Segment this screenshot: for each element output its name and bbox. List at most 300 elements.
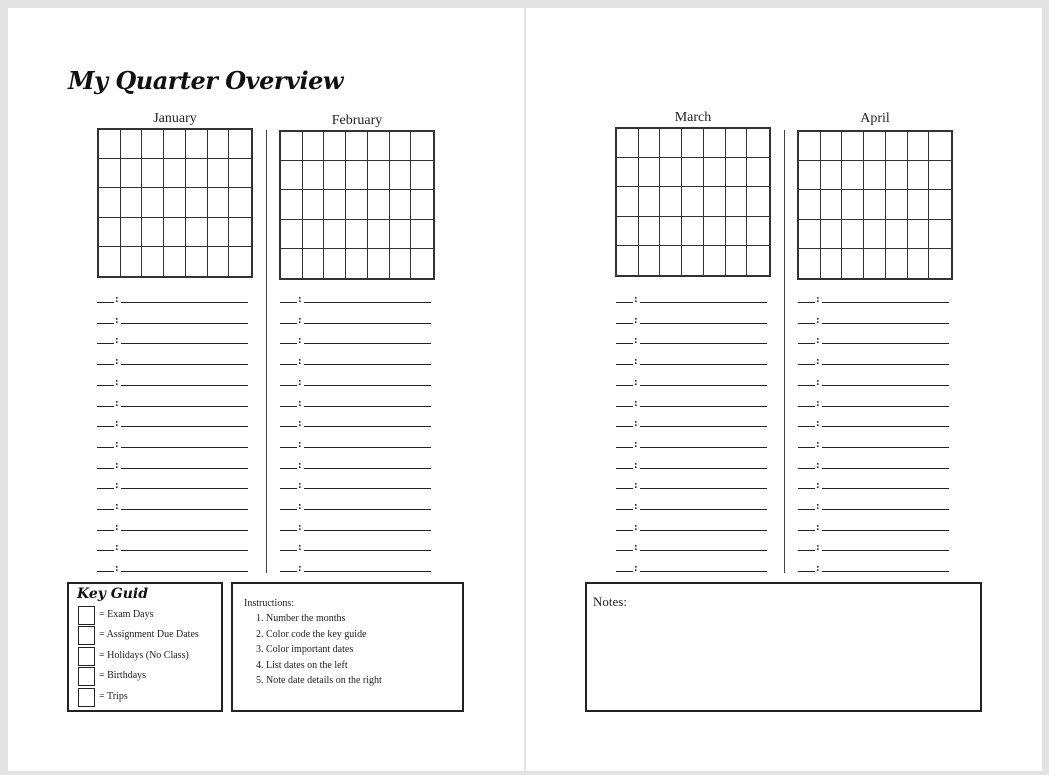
date-entry-row[interactable] xyxy=(616,498,767,510)
calendar-cell[interactable] xyxy=(747,246,769,275)
calendar-cell[interactable] xyxy=(821,220,843,249)
date-detail-blank[interactable] xyxy=(822,302,949,303)
key-color-swatch[interactable] xyxy=(78,667,95,686)
date-detail-blank[interactable] xyxy=(640,343,767,344)
calendar-cell[interactable] xyxy=(617,158,639,187)
calendar-cell[interactable] xyxy=(617,129,639,158)
calendar-cell[interactable] xyxy=(99,188,121,217)
date-number-blank[interactable] xyxy=(97,571,114,572)
date-detail-blank[interactable] xyxy=(304,406,431,407)
date-number-blank[interactable] xyxy=(97,385,114,386)
date-detail-blank[interactable] xyxy=(822,364,949,365)
calendar-cell[interactable] xyxy=(799,161,821,190)
calendar-cell[interactable] xyxy=(121,159,143,188)
date-number-blank[interactable] xyxy=(798,509,815,510)
calendar-cell[interactable] xyxy=(617,246,639,275)
calendar-cell[interactable] xyxy=(660,217,682,246)
calendar-cell[interactable] xyxy=(208,159,230,188)
calendar-cell[interactable] xyxy=(842,220,864,249)
date-number-blank[interactable] xyxy=(97,447,114,448)
date-entry-row[interactable] xyxy=(97,395,248,407)
date-number-blank[interactable] xyxy=(97,530,114,531)
calendar-cell[interactable] xyxy=(821,161,843,190)
date-entry-row[interactable] xyxy=(97,374,248,386)
calendar-cell[interactable] xyxy=(324,132,346,161)
date-detail-blank[interactable] xyxy=(640,364,767,365)
date-entry-row[interactable] xyxy=(97,477,248,489)
calendar-cell[interactable] xyxy=(886,132,908,161)
calendar-cell[interactable] xyxy=(886,220,908,249)
date-number-blank[interactable] xyxy=(97,550,114,551)
date-entry-row[interactable] xyxy=(280,395,431,407)
date-detail-blank[interactable] xyxy=(304,488,431,489)
calendar-cell[interactable] xyxy=(704,246,726,275)
key-color-swatch[interactable] xyxy=(78,688,95,707)
calendar-cell[interactable] xyxy=(929,161,951,190)
calendar-cell[interactable] xyxy=(324,161,346,190)
date-entry-row[interactable] xyxy=(616,457,767,469)
calendar-cell[interactable] xyxy=(726,246,748,275)
date-number-blank[interactable] xyxy=(280,488,297,489)
date-entry-row[interactable] xyxy=(280,560,431,572)
calendar-cell[interactable] xyxy=(886,249,908,278)
date-number-blank[interactable] xyxy=(280,509,297,510)
date-entry-row[interactable] xyxy=(97,498,248,510)
calendar-cell[interactable] xyxy=(368,220,390,249)
date-detail-blank[interactable] xyxy=(822,571,949,572)
date-number-blank[interactable] xyxy=(798,571,815,572)
calendar-cell[interactable] xyxy=(799,220,821,249)
date-entry-row[interactable] xyxy=(616,395,767,407)
date-detail-blank[interactable] xyxy=(304,447,431,448)
calendar-cell[interactable] xyxy=(346,220,368,249)
calendar-cell[interactable] xyxy=(864,132,886,161)
calendar-cell[interactable] xyxy=(368,190,390,219)
key-color-swatch[interactable] xyxy=(78,606,95,625)
calendar-cell[interactable] xyxy=(229,188,251,217)
date-detail-blank[interactable] xyxy=(304,571,431,572)
date-number-blank[interactable] xyxy=(616,468,633,469)
calendar-cell[interactable] xyxy=(324,249,346,278)
calendar-cell[interactable] xyxy=(929,249,951,278)
date-number-blank[interactable] xyxy=(97,509,114,510)
calendar-cell[interactable] xyxy=(639,129,661,158)
date-number-blank[interactable] xyxy=(280,302,297,303)
date-detail-blank[interactable] xyxy=(640,530,767,531)
date-entry-row[interactable] xyxy=(280,415,431,427)
date-detail-blank[interactable] xyxy=(822,550,949,551)
date-entry-row[interactable] xyxy=(798,560,949,572)
date-detail-blank[interactable] xyxy=(640,550,767,551)
date-detail-blank[interactable] xyxy=(304,530,431,531)
calendar-cell[interactable] xyxy=(704,217,726,246)
calendar-cell[interactable] xyxy=(682,246,704,275)
calendar-cell[interactable] xyxy=(726,217,748,246)
date-number-blank[interactable] xyxy=(280,426,297,427)
calendar-cell[interactable] xyxy=(186,159,208,188)
calendar-cell[interactable] xyxy=(411,249,433,278)
calendar-cell[interactable] xyxy=(864,220,886,249)
calendar-cell[interactable] xyxy=(704,187,726,216)
date-number-blank[interactable] xyxy=(798,406,815,407)
date-number-blank[interactable] xyxy=(616,447,633,448)
calendar-cell[interactable] xyxy=(842,249,864,278)
calendar-cell[interactable] xyxy=(346,190,368,219)
date-detail-blank[interactable] xyxy=(822,509,949,510)
date-detail-blank[interactable] xyxy=(640,302,767,303)
date-number-blank[interactable] xyxy=(616,550,633,551)
date-entry-row[interactable] xyxy=(616,312,767,324)
date-number-blank[interactable] xyxy=(280,323,297,324)
date-detail-blank[interactable] xyxy=(640,509,767,510)
calendar-cell[interactable] xyxy=(229,159,251,188)
date-entry-row[interactable] xyxy=(798,353,949,365)
date-entry-row[interactable] xyxy=(280,374,431,386)
key-color-swatch[interactable] xyxy=(78,626,95,645)
calendar-cell[interactable] xyxy=(303,220,325,249)
date-entry-row[interactable] xyxy=(798,457,949,469)
key-color-swatch[interactable] xyxy=(78,647,95,666)
date-detail-blank[interactable] xyxy=(121,550,248,551)
calendar-cell[interactable] xyxy=(704,129,726,158)
calendar-cell[interactable] xyxy=(821,132,843,161)
date-detail-blank[interactable] xyxy=(822,343,949,344)
calendar-cell[interactable] xyxy=(121,218,143,247)
date-number-blank[interactable] xyxy=(97,343,114,344)
date-number-blank[interactable] xyxy=(616,571,633,572)
date-entry-row[interactable] xyxy=(280,539,431,551)
date-entry-row[interactable] xyxy=(616,374,767,386)
date-entry-row[interactable] xyxy=(798,395,949,407)
calendar-cell[interactable] xyxy=(208,130,230,159)
date-number-blank[interactable] xyxy=(280,385,297,386)
calendar-cell[interactable] xyxy=(704,158,726,187)
date-number-blank[interactable] xyxy=(798,426,815,427)
date-entry-row[interactable] xyxy=(616,436,767,448)
date-entry-row[interactable] xyxy=(616,332,767,344)
calendar-cell[interactable] xyxy=(186,218,208,247)
calendar-cell[interactable] xyxy=(281,220,303,249)
date-entry-row[interactable] xyxy=(280,477,431,489)
date-detail-blank[interactable] xyxy=(304,385,431,386)
date-entry-row[interactable] xyxy=(280,519,431,531)
date-detail-blank[interactable] xyxy=(822,323,949,324)
calendar-cell[interactable] xyxy=(726,129,748,158)
date-number-blank[interactable] xyxy=(798,530,815,531)
date-number-blank[interactable] xyxy=(280,447,297,448)
date-number-blank[interactable] xyxy=(798,447,815,448)
calendar-cell[interactable] xyxy=(617,217,639,246)
calendar-cell[interactable] xyxy=(142,188,164,217)
calendar-cell[interactable] xyxy=(229,218,251,247)
date-number-blank[interactable] xyxy=(798,302,815,303)
notes-box[interactable] xyxy=(585,582,982,712)
date-number-blank[interactable] xyxy=(280,343,297,344)
calendar-cell[interactable] xyxy=(842,190,864,219)
calendar-cell[interactable] xyxy=(99,247,121,276)
date-number-blank[interactable] xyxy=(97,488,114,489)
calendar-cell[interactable] xyxy=(842,132,864,161)
date-detail-blank[interactable] xyxy=(121,426,248,427)
date-detail-blank[interactable] xyxy=(822,530,949,531)
date-entry-row[interactable] xyxy=(616,353,767,365)
calendar-cell[interactable] xyxy=(208,247,230,276)
calendar-cell[interactable] xyxy=(821,190,843,219)
date-number-blank[interactable] xyxy=(616,364,633,365)
calendar-cell[interactable] xyxy=(799,190,821,219)
calendar-cell[interactable] xyxy=(324,190,346,219)
calendar-cell[interactable] xyxy=(346,161,368,190)
date-detail-blank[interactable] xyxy=(304,343,431,344)
date-entry-row[interactable] xyxy=(280,436,431,448)
date-number-blank[interactable] xyxy=(798,364,815,365)
date-number-blank[interactable] xyxy=(616,385,633,386)
date-detail-blank[interactable] xyxy=(640,323,767,324)
date-entry-row[interactable] xyxy=(616,539,767,551)
calendar-cell[interactable] xyxy=(886,190,908,219)
calendar-cell[interactable] xyxy=(660,129,682,158)
date-number-blank[interactable] xyxy=(616,509,633,510)
date-entry-row[interactable] xyxy=(97,353,248,365)
calendar-cell[interactable] xyxy=(186,247,208,276)
calendar-cell[interactable] xyxy=(842,161,864,190)
date-detail-blank[interactable] xyxy=(822,385,949,386)
calendar-cell[interactable] xyxy=(799,249,821,278)
calendar-cell[interactable] xyxy=(682,158,704,187)
date-detail-blank[interactable] xyxy=(304,468,431,469)
calendar-cell[interactable] xyxy=(660,158,682,187)
calendar-cell[interactable] xyxy=(281,190,303,219)
date-entry-row[interactable] xyxy=(280,457,431,469)
calendar-cell[interactable] xyxy=(639,217,661,246)
calendar-cell[interactable] xyxy=(411,161,433,190)
calendar-cell[interactable] xyxy=(164,188,186,217)
date-detail-blank[interactable] xyxy=(822,447,949,448)
calendar-cell[interactable] xyxy=(411,220,433,249)
date-number-blank[interactable] xyxy=(616,343,633,344)
calendar-cell[interactable] xyxy=(639,158,661,187)
date-detail-blank[interactable] xyxy=(121,302,248,303)
calendar-cell[interactable] xyxy=(929,190,951,219)
calendar-cell[interactable] xyxy=(886,161,908,190)
date-entry-row[interactable] xyxy=(798,436,949,448)
date-detail-blank[interactable] xyxy=(822,406,949,407)
date-number-blank[interactable] xyxy=(616,323,633,324)
date-detail-blank[interactable] xyxy=(304,364,431,365)
date-entry-row[interactable] xyxy=(280,353,431,365)
calendar-cell[interactable] xyxy=(368,249,390,278)
calendar-cell[interactable] xyxy=(682,187,704,216)
date-detail-blank[interactable] xyxy=(121,323,248,324)
calendar-cell[interactable] xyxy=(390,190,412,219)
date-number-blank[interactable] xyxy=(616,406,633,407)
calendar-cell[interactable] xyxy=(929,220,951,249)
calendar-cell[interactable] xyxy=(617,187,639,216)
date-detail-blank[interactable] xyxy=(304,323,431,324)
date-number-blank[interactable] xyxy=(616,488,633,489)
date-detail-blank[interactable] xyxy=(640,447,767,448)
calendar-cell[interactable] xyxy=(411,132,433,161)
calendar-cell[interactable] xyxy=(99,218,121,247)
date-entry-row[interactable] xyxy=(616,415,767,427)
date-entry-row[interactable] xyxy=(798,477,949,489)
calendar-cell[interactable] xyxy=(164,130,186,159)
date-entry-row[interactable] xyxy=(798,332,949,344)
date-entry-row[interactable] xyxy=(798,415,949,427)
calendar-cell[interactable] xyxy=(864,190,886,219)
calendar-cell[interactable] xyxy=(799,132,821,161)
calendar-cell[interactable] xyxy=(164,218,186,247)
calendar-cell[interactable] xyxy=(908,161,930,190)
calendar-cell[interactable] xyxy=(726,187,748,216)
date-entry-row[interactable] xyxy=(798,312,949,324)
calendar-cell[interactable] xyxy=(229,247,251,276)
calendar-cell[interactable] xyxy=(908,132,930,161)
calendar-cell[interactable] xyxy=(639,187,661,216)
date-detail-blank[interactable] xyxy=(640,406,767,407)
calendar-cell[interactable] xyxy=(142,159,164,188)
calendar-cell[interactable] xyxy=(864,249,886,278)
date-entry-row[interactable] xyxy=(616,291,767,303)
calendar-cell[interactable] xyxy=(142,218,164,247)
date-entry-row[interactable] xyxy=(97,539,248,551)
calendar-cell[interactable] xyxy=(660,246,682,275)
date-detail-blank[interactable] xyxy=(121,385,248,386)
date-number-blank[interactable] xyxy=(280,364,297,365)
calendar-cell[interactable] xyxy=(390,161,412,190)
calendar-cell[interactable] xyxy=(682,217,704,246)
date-entry-row[interactable] xyxy=(798,519,949,531)
date-entry-row[interactable] xyxy=(798,498,949,510)
calendar-cell[interactable] xyxy=(346,132,368,161)
calendar-cell[interactable] xyxy=(747,129,769,158)
date-detail-blank[interactable] xyxy=(640,426,767,427)
calendar-cell[interactable] xyxy=(142,247,164,276)
calendar-cell[interactable] xyxy=(303,190,325,219)
calendar-cell[interactable] xyxy=(747,217,769,246)
date-detail-blank[interactable] xyxy=(121,571,248,572)
date-number-blank[interactable] xyxy=(280,571,297,572)
date-detail-blank[interactable] xyxy=(640,468,767,469)
date-entry-row[interactable] xyxy=(97,291,248,303)
calendar-cell[interactable] xyxy=(726,158,748,187)
date-detail-blank[interactable] xyxy=(121,468,248,469)
calendar-cell[interactable] xyxy=(411,190,433,219)
calendar-cell[interactable] xyxy=(821,249,843,278)
calendar-cell[interactable] xyxy=(121,247,143,276)
date-entry-row[interactable] xyxy=(798,539,949,551)
date-number-blank[interactable] xyxy=(798,550,815,551)
date-entry-row[interactable] xyxy=(280,291,431,303)
date-detail-blank[interactable] xyxy=(640,488,767,489)
date-number-blank[interactable] xyxy=(97,426,114,427)
date-number-blank[interactable] xyxy=(798,468,815,469)
date-detail-blank[interactable] xyxy=(640,385,767,386)
date-number-blank[interactable] xyxy=(97,302,114,303)
date-entry-row[interactable] xyxy=(97,519,248,531)
date-number-blank[interactable] xyxy=(616,426,633,427)
calendar-cell[interactable] xyxy=(390,220,412,249)
calendar-cell[interactable] xyxy=(390,132,412,161)
date-number-blank[interactable] xyxy=(280,550,297,551)
calendar-cell[interactable] xyxy=(368,161,390,190)
calendar-cell[interactable] xyxy=(303,132,325,161)
date-detail-blank[interactable] xyxy=(121,447,248,448)
date-entry-row[interactable] xyxy=(280,498,431,510)
calendar-cell[interactable] xyxy=(747,158,769,187)
date-detail-blank[interactable] xyxy=(121,343,248,344)
date-entry-row[interactable] xyxy=(97,436,248,448)
calendar-cell[interactable] xyxy=(208,218,230,247)
calendar-cell[interactable] xyxy=(121,130,143,159)
date-detail-blank[interactable] xyxy=(304,509,431,510)
date-entry-row[interactable] xyxy=(97,457,248,469)
calendar-cell[interactable] xyxy=(229,130,251,159)
date-entry-row[interactable] xyxy=(616,560,767,572)
calendar-cell[interactable] xyxy=(281,161,303,190)
calendar-cell[interactable] xyxy=(281,132,303,161)
date-number-blank[interactable] xyxy=(280,468,297,469)
calendar-cell[interactable] xyxy=(303,249,325,278)
calendar-cell[interactable] xyxy=(208,188,230,217)
date-number-blank[interactable] xyxy=(798,343,815,344)
date-entry-row[interactable] xyxy=(280,312,431,324)
calendar-cell[interactable] xyxy=(164,247,186,276)
calendar-cell[interactable] xyxy=(929,132,951,161)
date-number-blank[interactable] xyxy=(280,530,297,531)
calendar-cell[interactable] xyxy=(99,130,121,159)
calendar-cell[interactable] xyxy=(164,159,186,188)
date-number-blank[interactable] xyxy=(798,385,815,386)
date-entry-row[interactable] xyxy=(97,312,248,324)
date-entry-row[interactable] xyxy=(798,291,949,303)
calendar-cell[interactable] xyxy=(368,132,390,161)
date-detail-blank[interactable] xyxy=(822,426,949,427)
date-detail-blank[interactable] xyxy=(304,302,431,303)
calendar-cell[interactable] xyxy=(303,161,325,190)
calendar-cell[interactable] xyxy=(186,130,208,159)
date-detail-blank[interactable] xyxy=(822,488,949,489)
calendar-cell[interactable] xyxy=(639,246,661,275)
date-number-blank[interactable] xyxy=(616,302,633,303)
calendar-cell[interactable] xyxy=(908,190,930,219)
date-entry-row[interactable] xyxy=(280,332,431,344)
date-entry-row[interactable] xyxy=(97,415,248,427)
date-detail-blank[interactable] xyxy=(121,488,248,489)
date-detail-blank[interactable] xyxy=(304,550,431,551)
calendar-cell[interactable] xyxy=(864,161,886,190)
date-detail-blank[interactable] xyxy=(121,509,248,510)
date-detail-blank[interactable] xyxy=(640,571,767,572)
date-number-blank[interactable] xyxy=(97,364,114,365)
date-detail-blank[interactable] xyxy=(822,468,949,469)
calendar-cell[interactable] xyxy=(660,187,682,216)
date-number-blank[interactable] xyxy=(616,530,633,531)
date-number-blank[interactable] xyxy=(97,406,114,407)
date-entry-row[interactable] xyxy=(798,374,949,386)
calendar-cell[interactable] xyxy=(142,130,164,159)
calendar-cell[interactable] xyxy=(682,129,704,158)
calendar-cell[interactable] xyxy=(281,249,303,278)
date-number-blank[interactable] xyxy=(97,323,114,324)
date-detail-blank[interactable] xyxy=(121,364,248,365)
calendar-cell[interactable] xyxy=(747,187,769,216)
date-detail-blank[interactable] xyxy=(121,406,248,407)
date-entry-row[interactable] xyxy=(97,332,248,344)
calendar-cell[interactable] xyxy=(390,249,412,278)
date-number-blank[interactable] xyxy=(798,323,815,324)
date-entry-row[interactable] xyxy=(616,519,767,531)
